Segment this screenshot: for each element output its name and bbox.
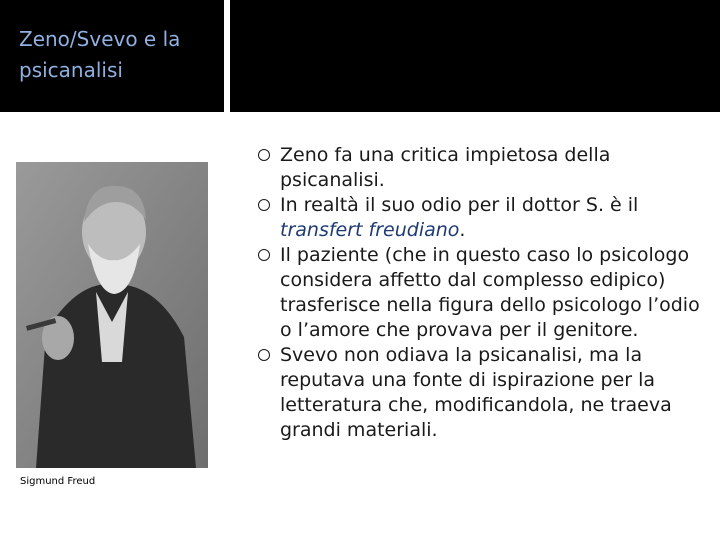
bullet-text: Il paziente (che in questo caso lo psicologo considera affetto dal complesso edipico) trasferisce nella figura dello psicologo l’odio o l’amore che provava per il genitore. [280,244,700,341]
portrait-image [16,162,208,468]
header-band [230,0,720,112]
portrait-illustration [16,162,208,468]
bullet-list [258,143,708,443]
bullet-circle-icon [258,199,270,211]
image-caption: Sigmund Freud [20,476,96,487]
bullet-circle-icon [258,249,270,261]
bullet-item [258,343,708,443]
bullet-text: Svevo non odiava la psicanalisi, ma la reputava una fonte di ispirazione per la letteratura che, modificandola, ne traeva grandi materiali. [280,344,672,441]
bullet-emphasis: transfert freudiano [280,219,460,241]
slide-title: Zeno/Svevo e la psicanalisi [19,27,181,82]
bullet-item [258,143,708,193]
title-panel [0,0,224,112]
bullet-text: In realtà il suo odio per il dottor S. è il [280,194,639,216]
bullet-circle-icon [258,149,270,161]
bullet-text-end: . [459,219,466,241]
bullet-item [258,193,708,243]
bullet-circle-icon [258,349,270,361]
bullet-item [258,243,708,343]
bullet-text: Zeno fa una critica impietosa della psicanalisi. [280,144,611,191]
